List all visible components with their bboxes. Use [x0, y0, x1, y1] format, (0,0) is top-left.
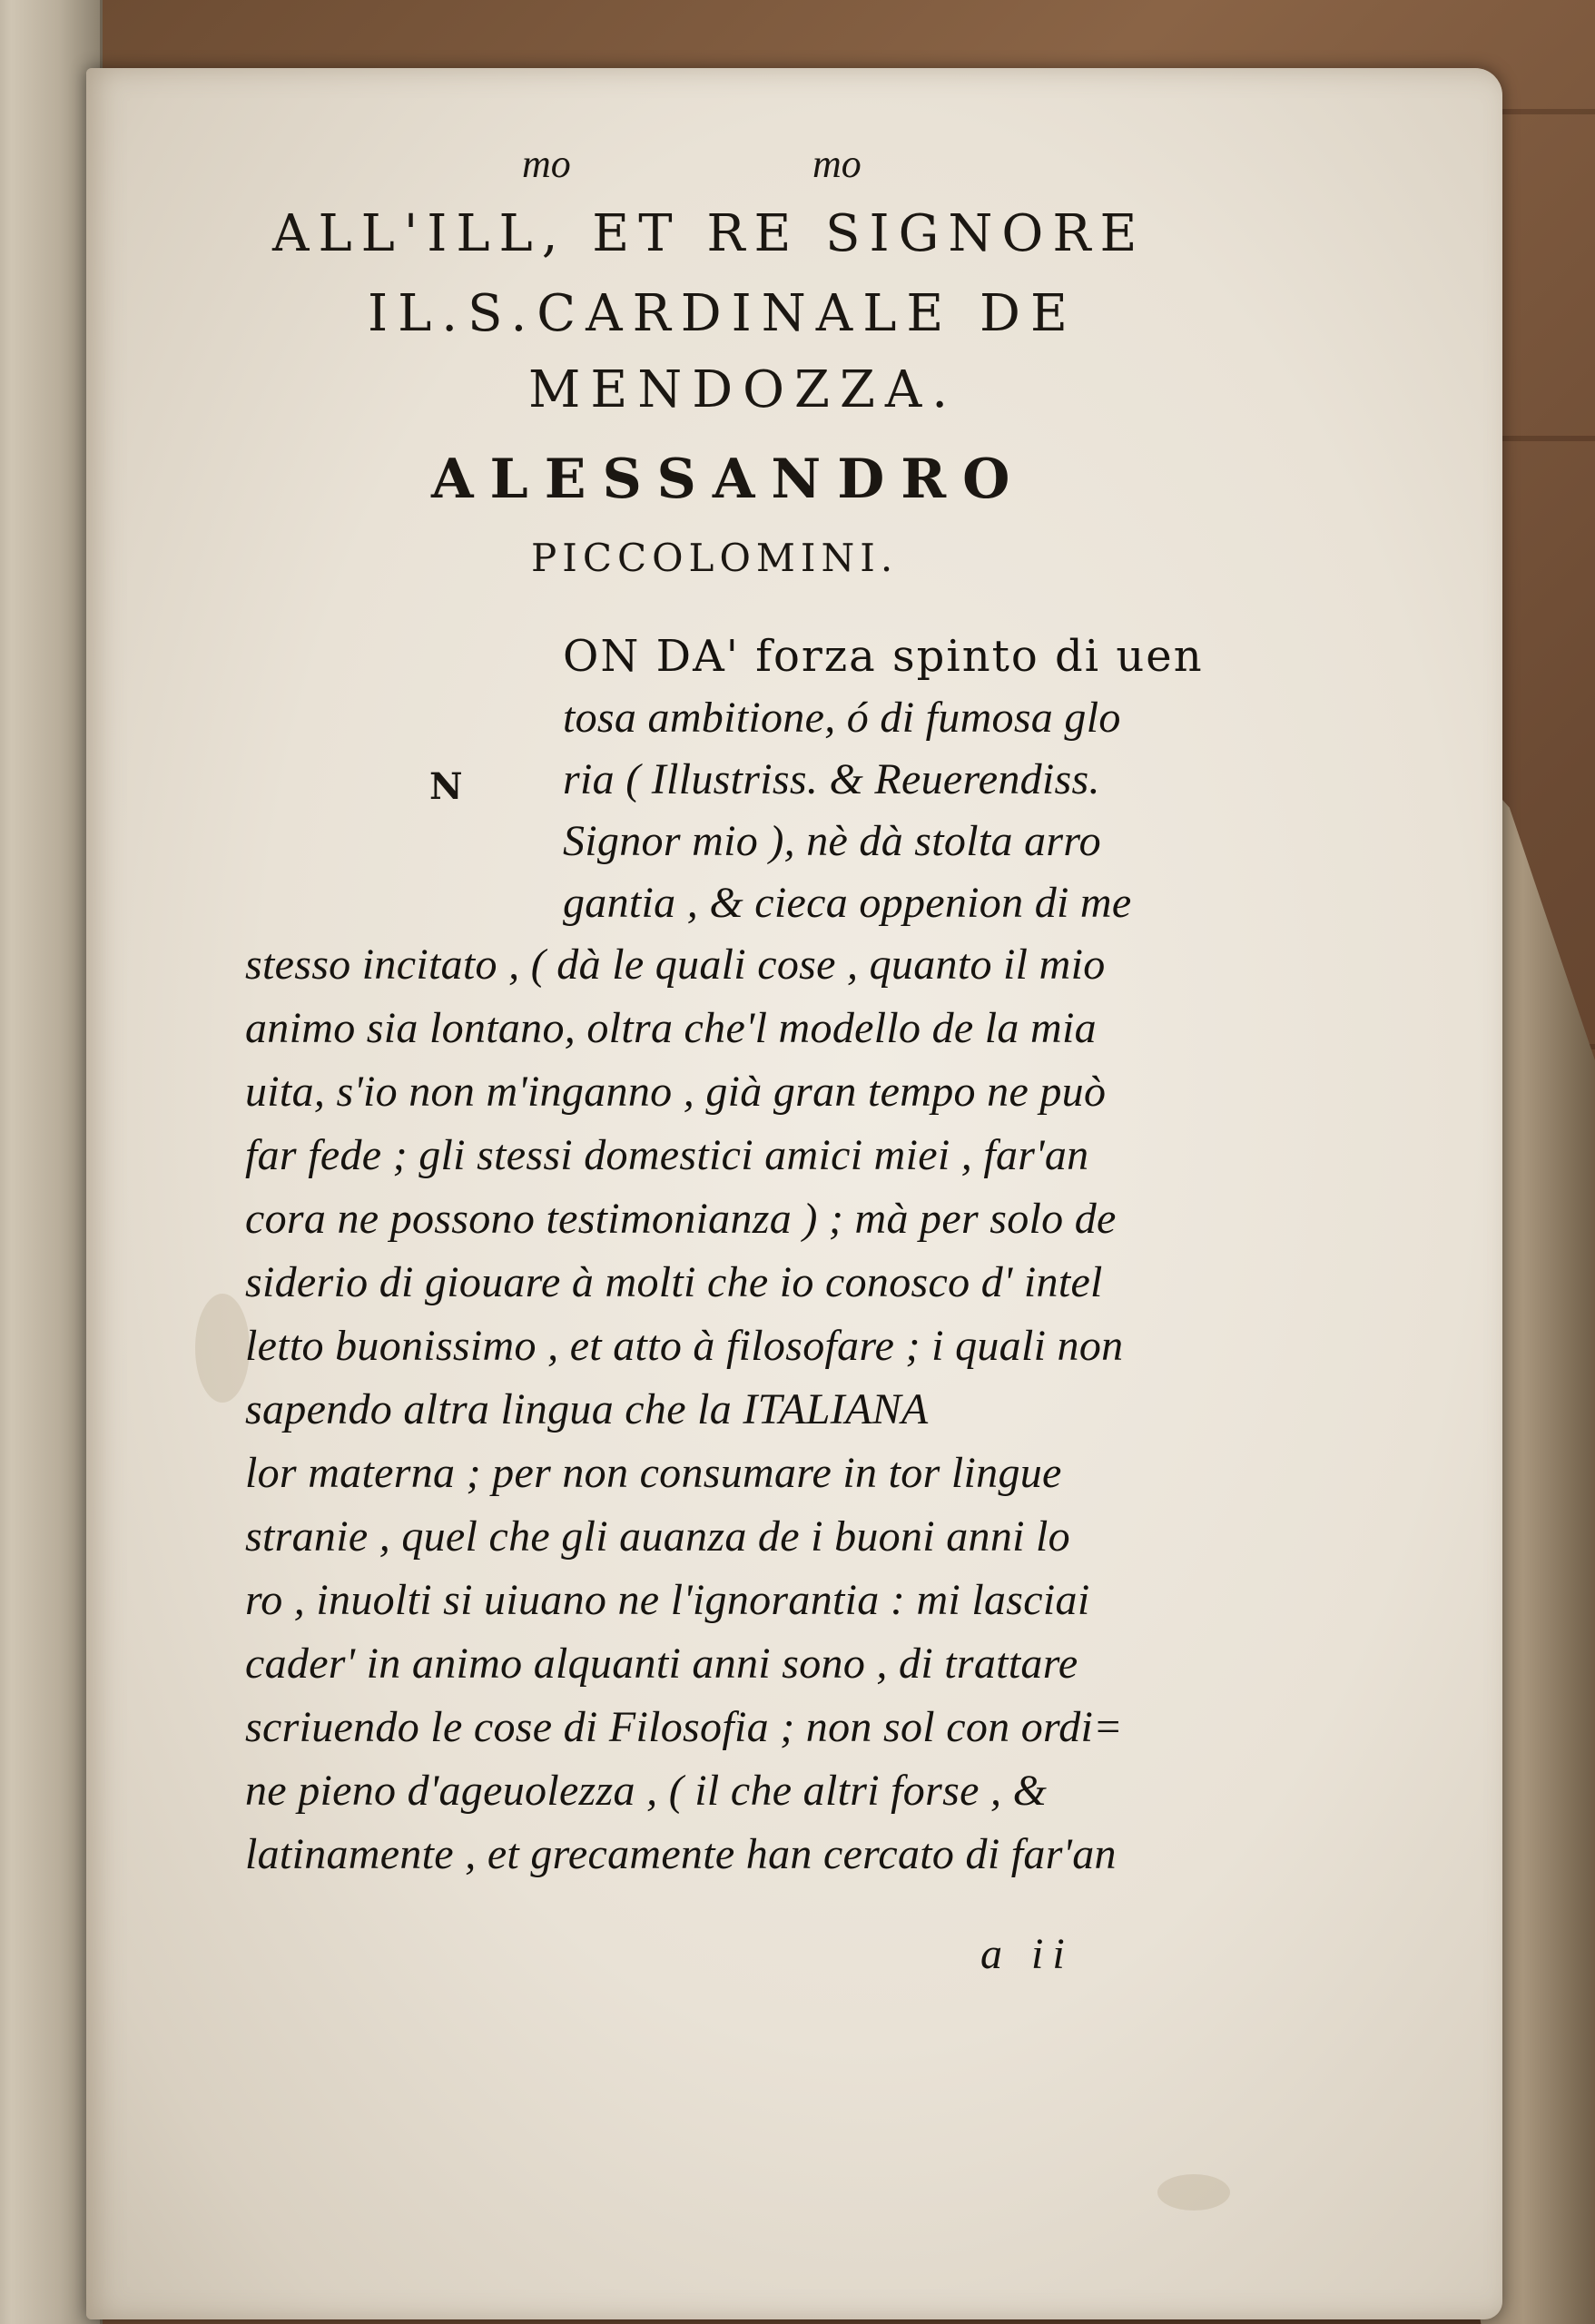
dedication-heading-line-1: ALL'ILL, ET RE SIGNORE — [272, 204, 1147, 263]
signature-mark: a ii — [980, 1930, 1074, 1978]
book-page — [86, 68, 1502, 2319]
author-surname: PICCOLOMINI. — [531, 536, 899, 580]
drop-initial: N — [429, 765, 463, 808]
body-line: ro , inuolti si uiuano ne l'ignorantia : mi lasciai — [245, 1576, 1090, 1624]
body-line: ON DA' forza spinto di uen — [563, 631, 1204, 682]
dedication-heading-line-2: IL.S.CARDINALE DE — [368, 284, 1078, 343]
body-line: cora ne possono testimonianza ) ; mà per solo de — [245, 1195, 1117, 1243]
page-stain — [1157, 2174, 1230, 2211]
body-line: uita, s'io non m'inganno , già gran tempo ne può — [245, 1068, 1107, 1116]
running-abbreviation-left: mo — [522, 142, 571, 186]
body-line: scriuendo le cose di Filosofia ; non sol con ordi= — [245, 1703, 1123, 1751]
body-line: latinamente , et grecamente han cercato di far'an — [245, 1830, 1117, 1878]
body-line: gantia , & cieca oppenion di me — [563, 879, 1132, 927]
body-line: lor materna ; per non consumare in tor lingue — [245, 1449, 1062, 1497]
running-abbreviation-right: mo — [812, 142, 861, 186]
body-line: cader' in animo alquanti anni sono , di trattare — [245, 1640, 1078, 1688]
page-stain — [195, 1294, 250, 1403]
body-line: tosa ambitione, ó di fumosa glo — [563, 694, 1121, 742]
body-line: far fede ; gli stessi domestici amici miei , far'an — [245, 1131, 1089, 1179]
body-line: stranie , quel che gli auanza de i buoni anni lo — [245, 1512, 1070, 1561]
body-line: letto buonissimo , et atto à filosofare ; i quali non — [245, 1322, 1124, 1370]
body-line: siderio di giouare à molti che io conosco d' intel — [245, 1258, 1103, 1306]
body-line: ria ( Illustriss. & Reuerendiss. — [563, 755, 1100, 803]
body-line: Signor mio ), nè dà stolta arro — [563, 817, 1101, 865]
body-line: sapendo altra lingua che la ITALIANA — [245, 1385, 929, 1433]
body-line: ne pieno d'ageuolezza , ( il che altri forse , & — [245, 1767, 1048, 1815]
body-line: animo sia lontano, oltra che'l modello de la mia — [245, 1004, 1097, 1052]
body-line: stesso incitato , ( dà le quali cose , quanto il mio — [245, 940, 1106, 989]
dedication-heading-line-3: MENDOZZA. — [528, 360, 959, 419]
author-name: ALESSANDRO — [431, 448, 1027, 511]
